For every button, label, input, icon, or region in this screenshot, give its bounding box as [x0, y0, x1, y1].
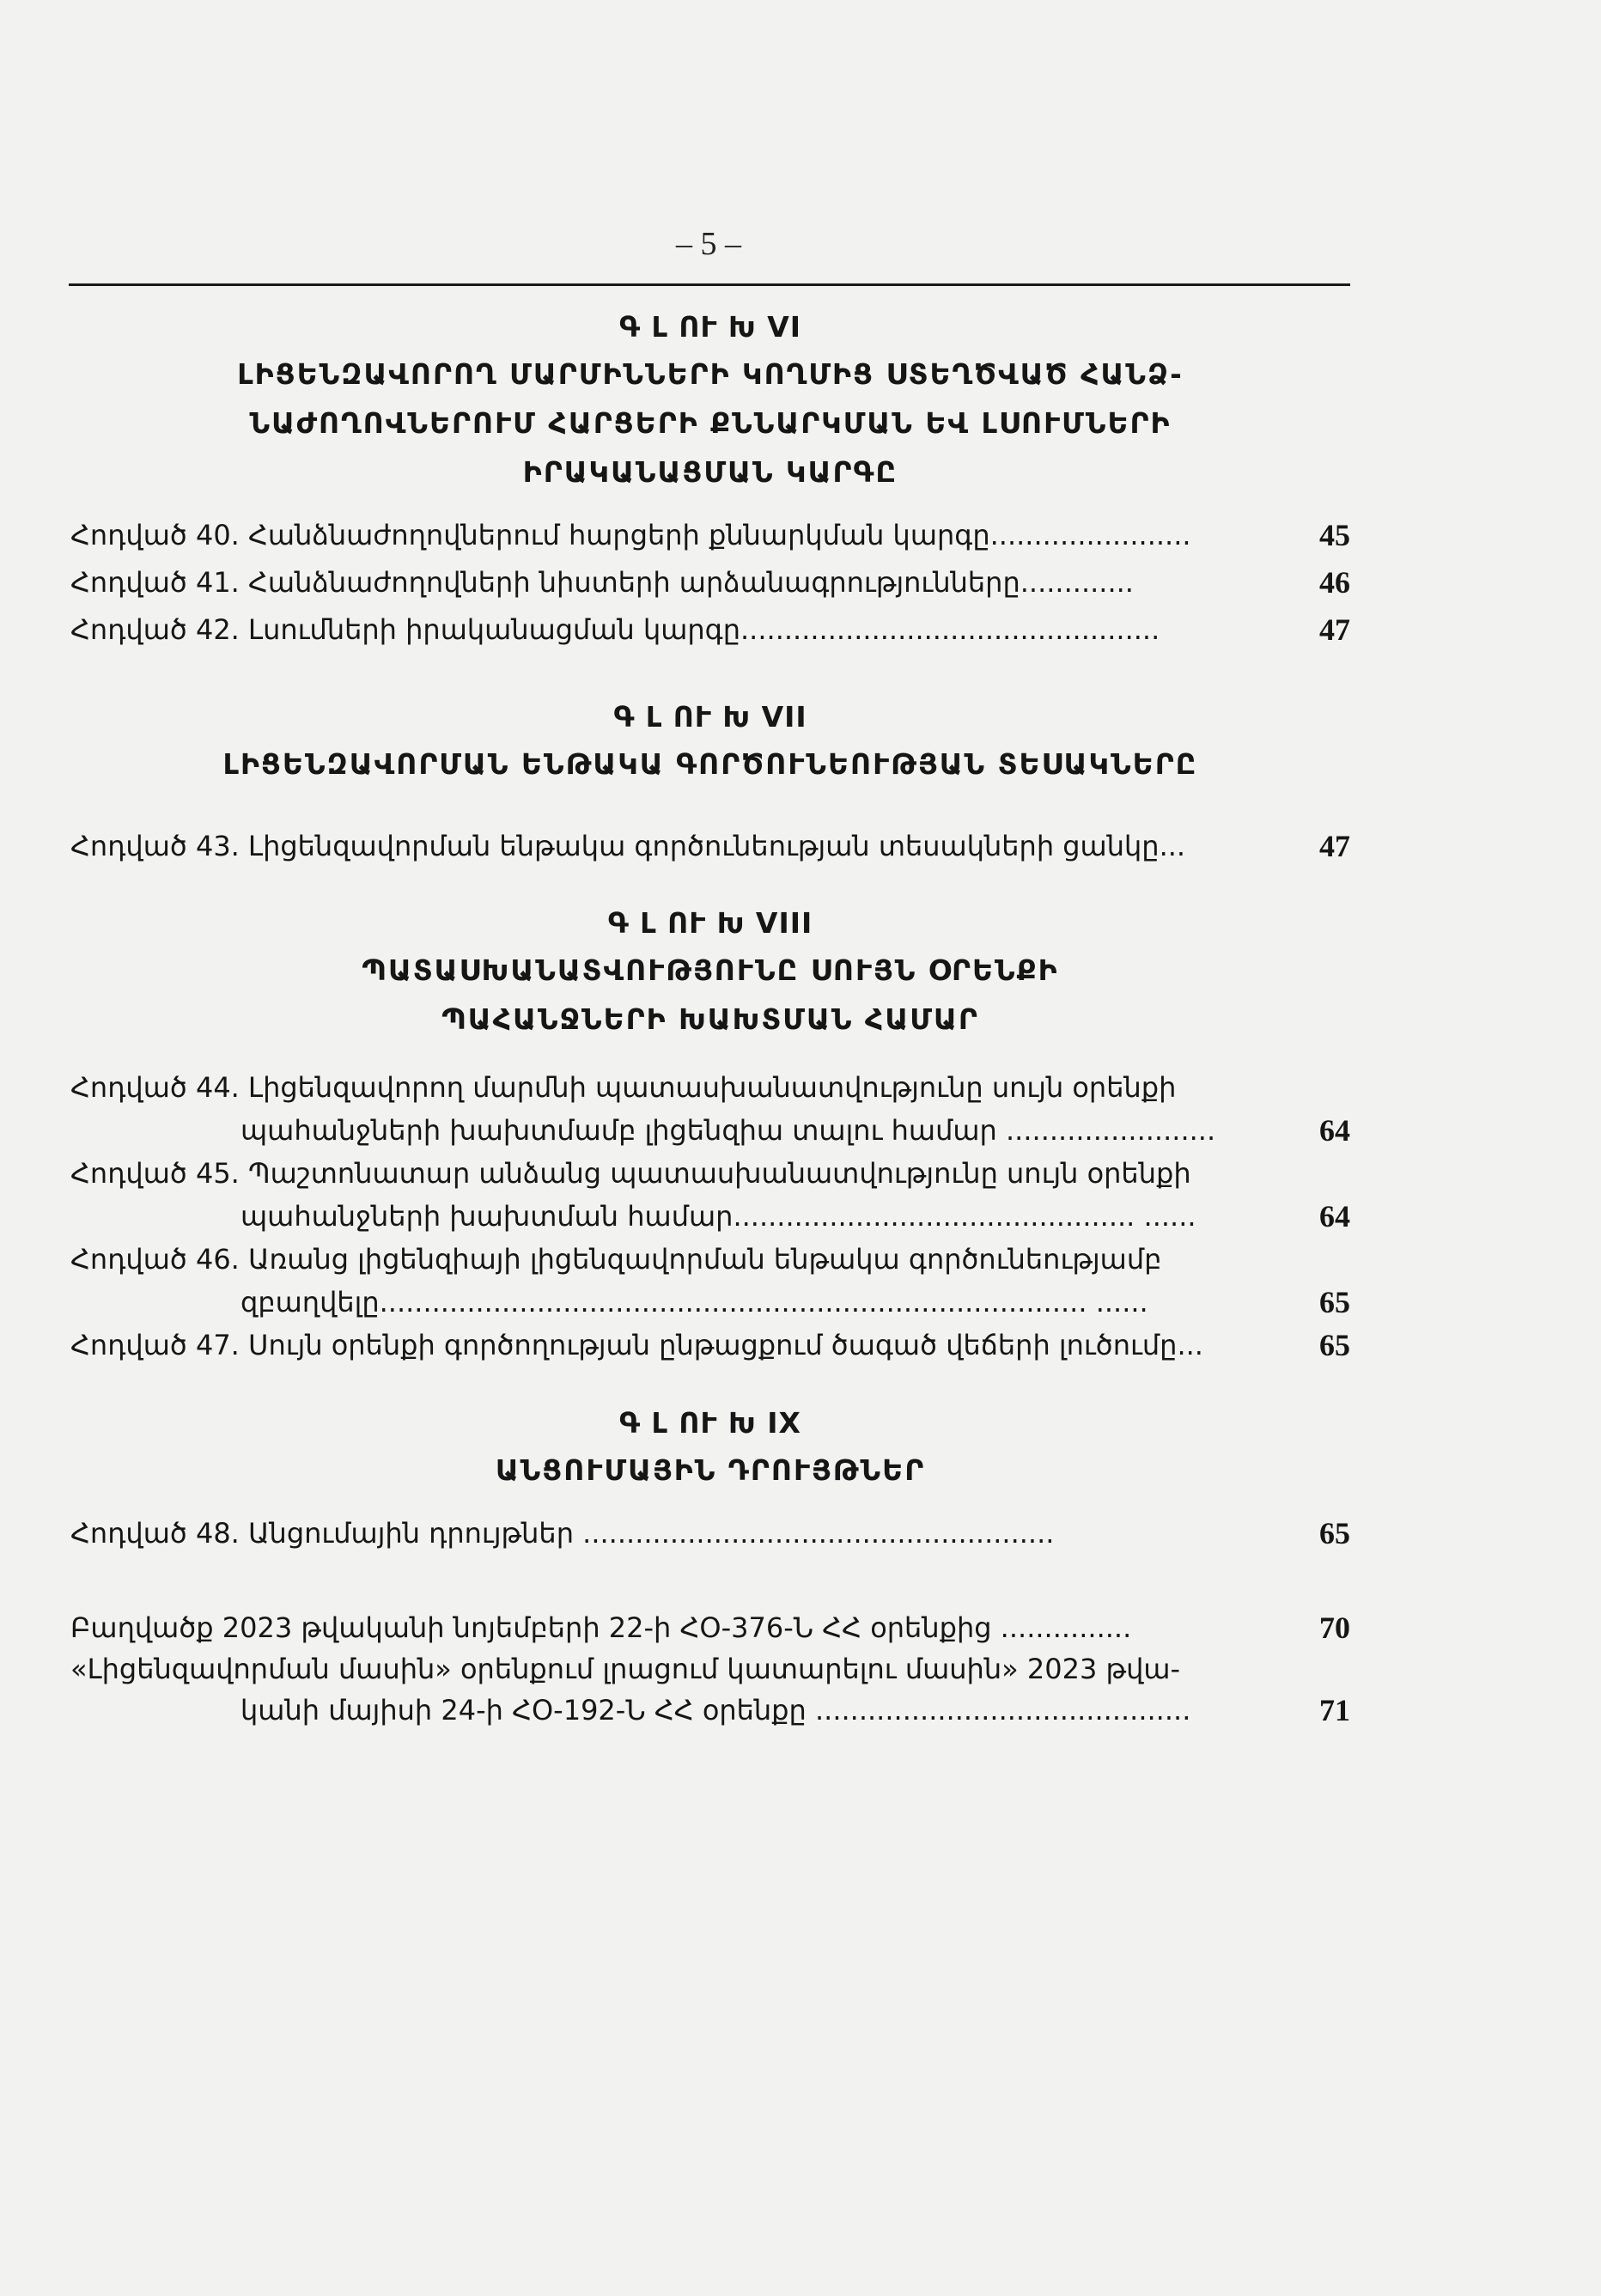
chapter-label: Գ Լ ՈՒ Խ VI [618, 310, 802, 344]
toc-entry[interactable] [70, 559, 1350, 606]
toc-entry-title: Հոդված 47. Սույն օրենքի գործողության ընթացքում ծագած վեճերի լուծումը... [70, 1329, 1203, 1361]
toc-entry[interactable] [70, 1066, 1350, 1152]
chapter-heading [70, 695, 1350, 789]
table-of-contents [70, 305, 1350, 1731]
toc-entry-continuation: զբաղվելը................................................................................. ...... [240, 1286, 1148, 1319]
toc-entry-continuation: պահանջների խախտման համար.............................................. ...... [240, 1200, 1196, 1233]
header-rule [69, 283, 1350, 286]
appendix-entries [70, 1607, 1350, 1731]
toc-entry-title: «Լիցենզավորման մասին» օրենքում լրացում կատարելու մասին» 2023 թվա- [70, 1653, 1181, 1685]
spacer [70, 1557, 1350, 1592]
toc-entry-text [70, 1238, 1249, 1324]
spacer [70, 654, 1350, 695]
toc-entry-title: Բաղվածք 2023 թվականի նոյեմբերի 22-ի ՀՕ-376-Ն ՀՀ օրենքից ............... [70, 1611, 1132, 1644]
toc-entry-title: Հոդված 48. Անցումային դրույթներ ...................................................... [70, 1517, 1055, 1550]
chapter-entries [70, 1510, 1350, 1557]
toc-page-number: 70 [1319, 1611, 1350, 1645]
toc-entry[interactable] [70, 1607, 1350, 1648]
toc-entry-text [70, 512, 1249, 559]
toc-entry-text [70, 1607, 1249, 1648]
chapter-title: ԼԻՑԵՆԶԱՎՈՐՈՂ ՄԱՐՄԻՆՆԵՐԻ ԿՈՂՄԻՑ ՍՏԵՂԾՎԱԾ ՀԱՆՁ- [237, 357, 1184, 391]
toc-entry[interactable] [70, 606, 1350, 654]
toc-entry-title: Հոդված 44. Լիցենզավորող մարմնի պատասխանատվությունը սույն օրենքի [70, 1071, 1177, 1104]
chapter-heading [70, 305, 1350, 496]
toc-entry-continuation: պահանջների խախտմամբ լիցենզիա տալու համար ........................ [240, 1114, 1216, 1147]
chapter-title: ՆԱԺՈՂՈՎՆԵՐՈՒՄ ՀԱՐՑԵՐԻ ՔՆՆԱՐԿՄԱՆ ԵՎ ԼՍՈՒՄՆԵՐԻ [249, 406, 1172, 440]
toc-entry-text [70, 1066, 1249, 1152]
toc-entry-title: Հոդված 46. Առանց լիցենզիայի լիցենզավորման ենթակա գործունեությամբ [70, 1243, 1162, 1276]
chapter-title: ԱՆՑՈՒՄԱՅԻՆ ԴՐՈՒՅԹՆԵՐ [495, 1453, 926, 1487]
toc-entry[interactable] [70, 1510, 1350, 1557]
toc-entry-text [70, 1510, 1249, 1557]
toc-entry-text [70, 1648, 1249, 1731]
chapter-title: ՊԱՏԱՍԽԱՆԱՏՎՈՒԹՅՈՒՆԸ ՍՈՒՅՆ ՕՐԵՆՔԻ [362, 953, 1059, 987]
toc-entry-text [70, 1152, 1249, 1238]
chapter-entries [70, 512, 1350, 654]
toc-entry-title: Հոդված 43. Լիցենզավորման ենթակա գործունեության տեսակների ցանկը... [70, 830, 1186, 862]
chapter-title: ԼԻՑԵՆԶԱՎՈՐՄԱՆ ԵՆԹԱԿԱ ԳՈՐԾՈՒՆԵՈՒԹՅԱՆ ՏԵՍԱԿՆԵՐԸ [222, 747, 1198, 781]
toc-page-number: 64 [1319, 1113, 1350, 1148]
chapter-entries [70, 823, 1350, 870]
toc-page-number: 47 [1319, 829, 1350, 863]
toc-entry-continuation: կանի մայիսի 24-ի ՀՕ-192-Ն ՀՀ օրենքը ........................................... [240, 1694, 1191, 1727]
toc-entry-title: Հոդված 42. Լսումների իրականացման կարգը................................................ [70, 613, 1160, 646]
toc-page-number: 65 [1319, 1285, 1350, 1319]
chapter-title: ԻՐԱԿԱՆԱՑՄԱՆ ԿԱՐԳԸ [522, 455, 898, 489]
toc-page-number: 45 [1319, 518, 1350, 552]
toc-page-number: 65 [1319, 1516, 1350, 1550]
chapter-label: Գ Լ ՈՒ Խ VIII [607, 906, 813, 940]
toc-page-number: 71 [1319, 1693, 1350, 1727]
toc-entry[interactable] [70, 1152, 1350, 1238]
toc-entry-title: Հոդված 41. Հանձնաժողովների նիստերի արձանագրությունները............. [70, 566, 1134, 599]
chapter-title: ՊԱՀԱՆՋՆԵՐԻ ԽԱԽՏՄԱՆ ՀԱՄԱՐ [441, 1002, 979, 1036]
toc-entry-text [70, 559, 1249, 606]
toc-entry-text [70, 1324, 1249, 1367]
page-number: – 5 – [676, 226, 741, 262]
toc-page-number: 65 [1319, 1328, 1350, 1362]
toc-entry-text [70, 606, 1249, 654]
toc-page-number: 47 [1319, 612, 1350, 647]
chapter-label: Գ Լ ՈՒ Խ IX [619, 1406, 801, 1440]
toc-entry[interactable] [70, 512, 1350, 559]
toc-entry-text [70, 823, 1249, 870]
chapter-heading [70, 1401, 1350, 1495]
toc-page-number: 64 [1319, 1199, 1350, 1233]
spacer [70, 870, 1350, 901]
chapter-entries [70, 1066, 1350, 1367]
chapter-label: Գ Լ ՈՒ Խ VII [613, 700, 807, 734]
toc-entry[interactable] [70, 823, 1350, 870]
toc-entry[interactable] [70, 1324, 1350, 1367]
toc-entry[interactable] [70, 1648, 1350, 1731]
toc-entry[interactable] [70, 1238, 1350, 1324]
spacer [70, 1367, 1350, 1401]
toc-entry-title: Հոդված 45. Պաշտոնատար անձանց պատասխանատվությունը սույն օրենքի [70, 1157, 1191, 1190]
toc-page-number: 46 [1319, 565, 1350, 600]
toc-entry-title: Հոդված 40. Հանձնաժողովներում հարցերի քննարկման կարգը....................... [70, 519, 1191, 551]
chapter-heading [70, 901, 1350, 1044]
